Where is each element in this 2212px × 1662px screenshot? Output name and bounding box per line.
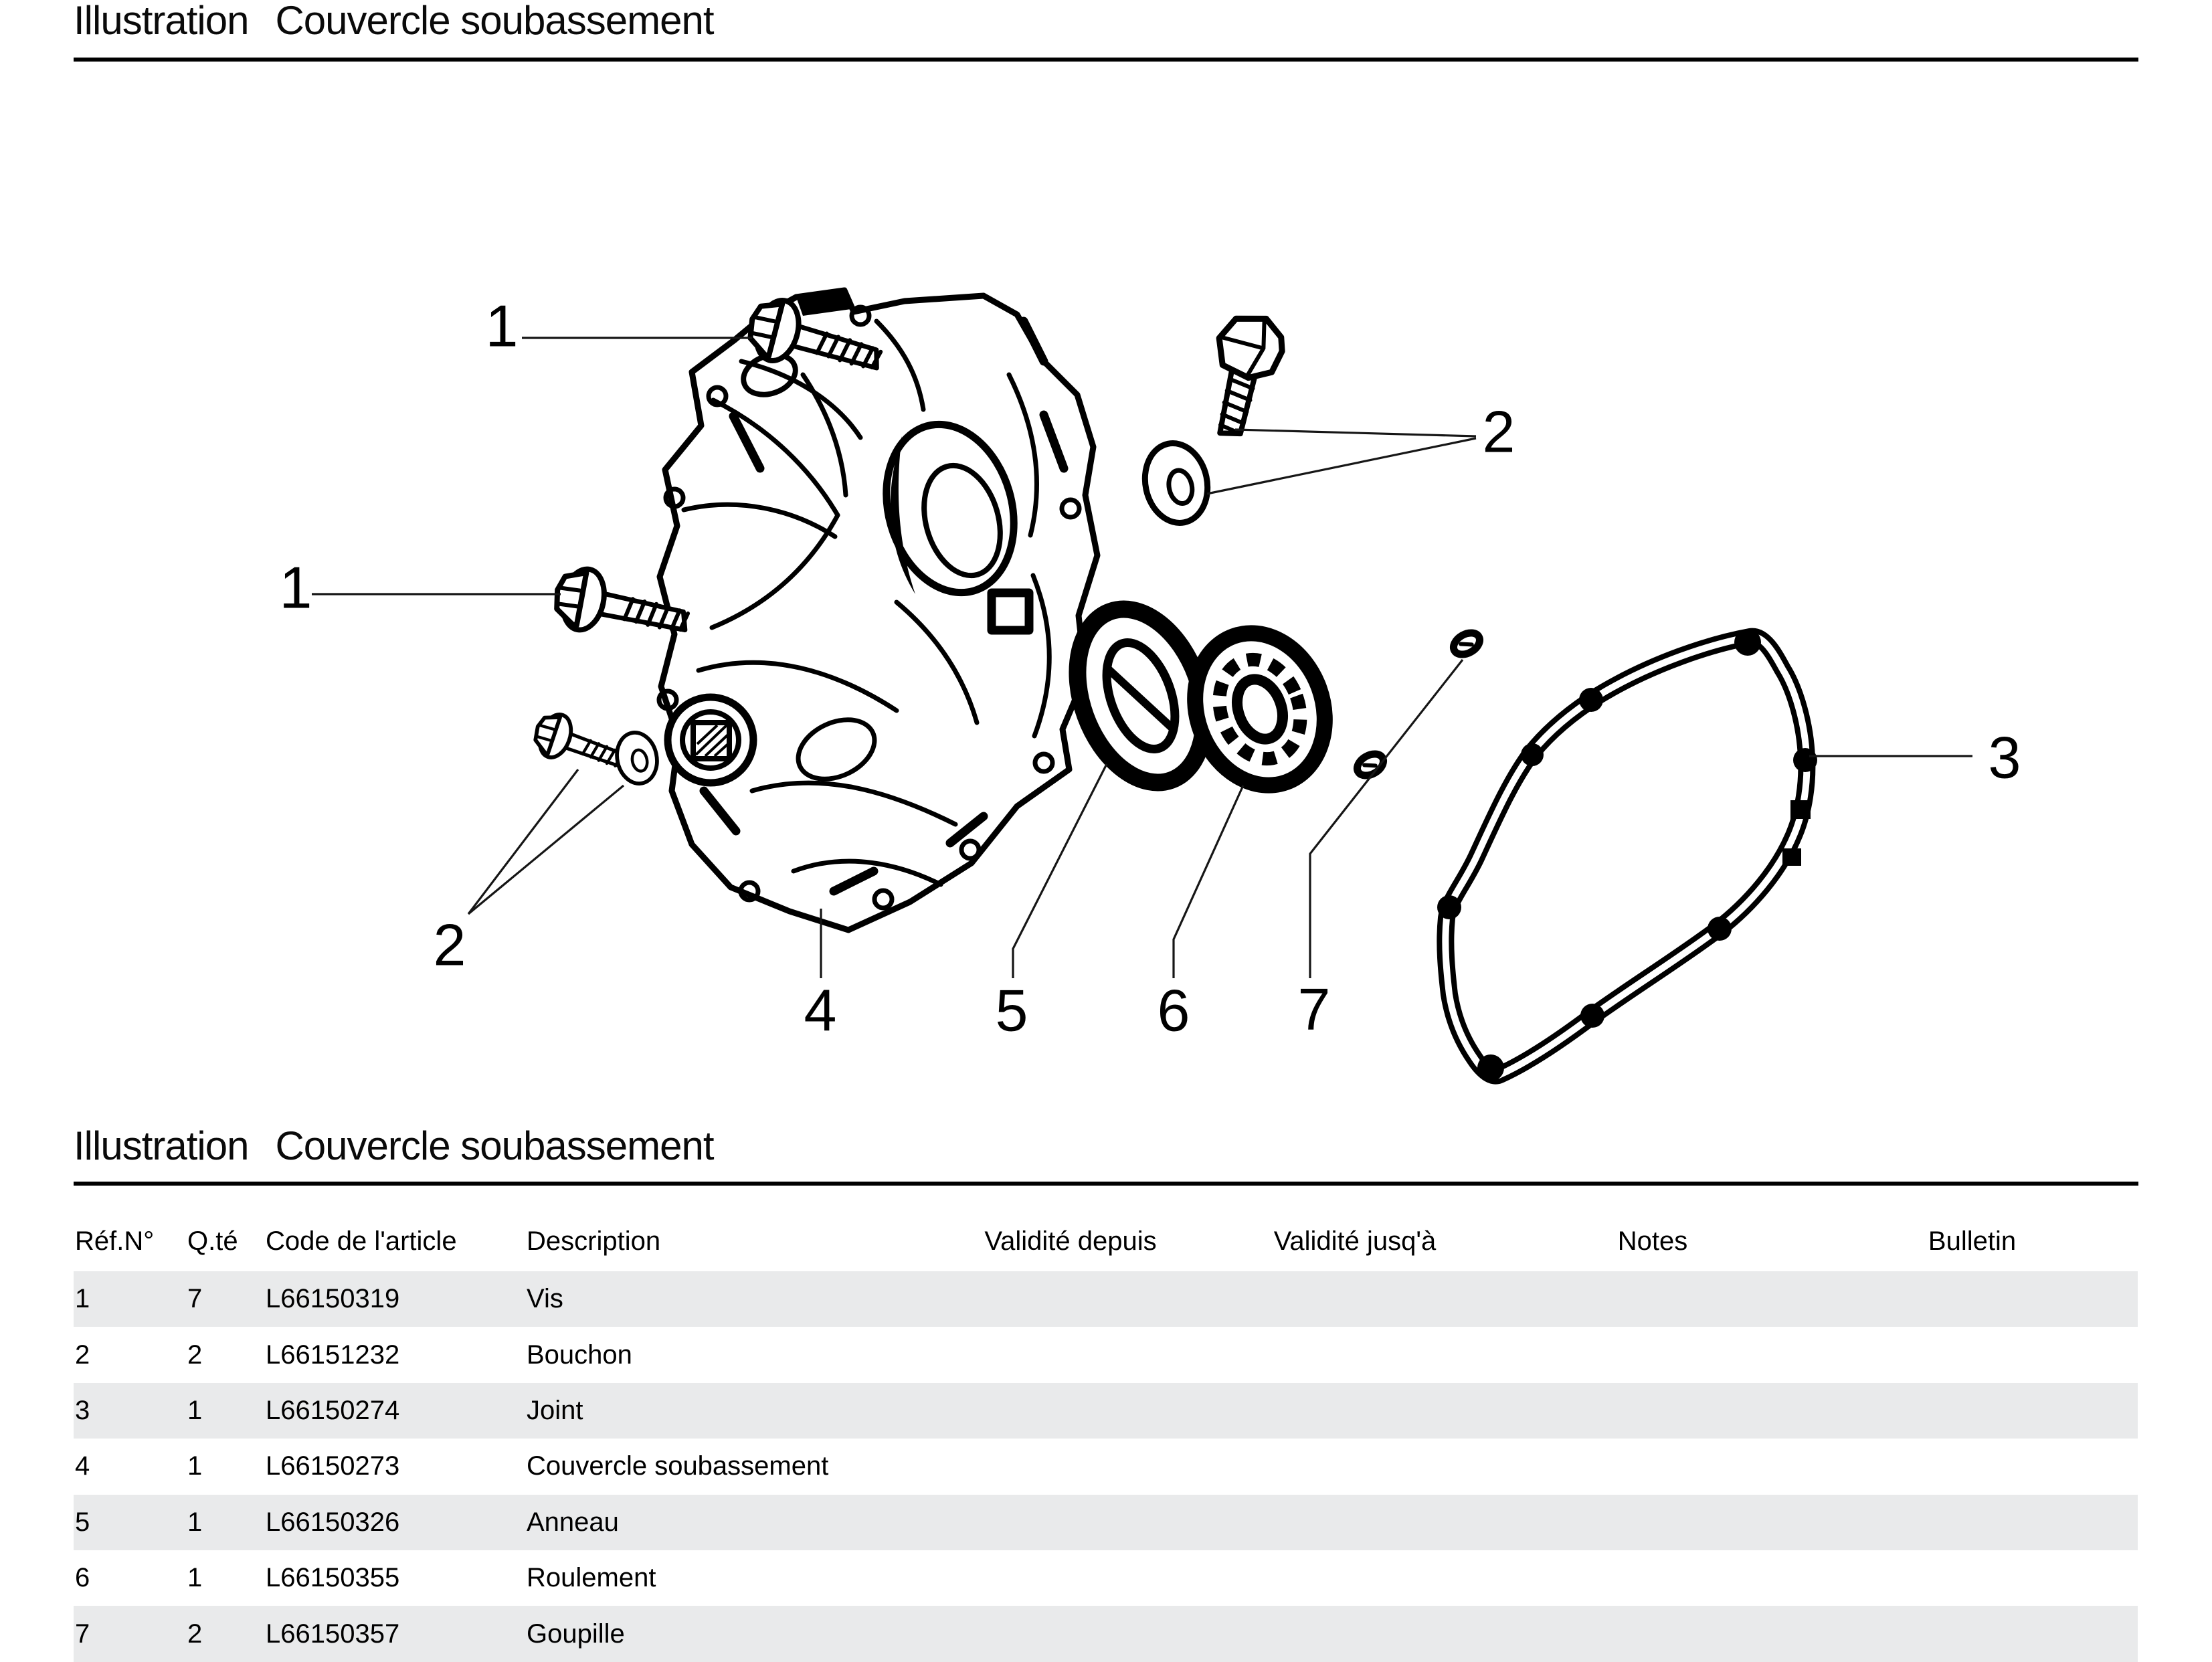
cell-ref: 2	[75, 1340, 90, 1370]
table-row	[74, 1495, 2138, 1550]
header-bulletin: Bulletin	[1928, 1226, 2017, 1256]
cell-description: Bouchon	[527, 1340, 632, 1370]
cell-description: Couvercle soubassement	[527, 1451, 829, 1481]
cell-description: Goupille	[527, 1619, 625, 1649]
callout-2-upper: 2	[1482, 398, 1515, 465]
cell-ref: 7	[75, 1619, 90, 1649]
cell-description: Joint	[527, 1395, 583, 1425]
cell-qty: 2	[187, 1619, 203, 1649]
header-validity-from: Validité depuis	[984, 1226, 1157, 1256]
callout-1-lower: 1	[279, 554, 312, 621]
pin-part-lower	[1354, 749, 1387, 779]
table-section-title	[74, 1123, 714, 1169]
callout-6: 6	[1157, 977, 1190, 1044]
table-row	[74, 1439, 2138, 1494]
header-qty: Q.té	[187, 1226, 238, 1256]
page-title-label: Illustration	[74, 0, 249, 43]
cell-ref: 3	[75, 1395, 90, 1425]
cell-description: Anneau	[527, 1507, 619, 1537]
cell-ref: 6	[75, 1563, 90, 1593]
callout-7: 7	[1297, 976, 1331, 1042]
cell-description: Roulement	[527, 1563, 656, 1593]
bearing-part	[1174, 615, 1346, 804]
plug-bolt	[1198, 309, 1288, 442]
header-validity-to: Validité jusq'à	[1273, 1226, 1437, 1256]
parts-table	[74, 1211, 2138, 1662]
header-code: Code de l'article	[266, 1226, 457, 1256]
cell-qty: 1	[187, 1451, 203, 1481]
callout-3: 3	[1988, 724, 2021, 791]
header-ref: Réf.N°	[75, 1226, 155, 1256]
cell-qty: 1	[187, 1563, 203, 1593]
cell-qty: 1	[187, 1395, 203, 1425]
header-notes: Notes	[1617, 1226, 1688, 1256]
gasket-part	[1437, 629, 1817, 1081]
table-section-title-name: Couvercle soubassement	[275, 1123, 714, 1168]
cell-code: L66150273	[266, 1451, 400, 1481]
cell-ref: 4	[75, 1451, 90, 1481]
cell-description: Vis	[527, 1284, 563, 1314]
callout-4: 4	[804, 977, 837, 1044]
table-row	[74, 1327, 2138, 1382]
cover-square-hole	[992, 593, 1029, 630]
table-row	[74, 1271, 2138, 1327]
cell-code: L66150319	[266, 1284, 400, 1314]
cell-ref: 1	[75, 1284, 90, 1314]
table-row	[74, 1383, 2138, 1439]
cover-part	[659, 290, 1097, 930]
cell-ref: 5	[75, 1507, 90, 1537]
table-divider	[74, 1182, 2138, 1186]
cell-code: L66151232	[266, 1340, 400, 1370]
plug-washer-upper	[1138, 438, 1215, 529]
cell-code: L66150274	[266, 1395, 400, 1425]
plug-washer-lower	[612, 729, 662, 787]
cell-code: L66150326	[266, 1507, 400, 1537]
page-title-name: Couvercle soubassement	[275, 0, 714, 43]
table-row	[74, 1606, 2138, 1661]
gasket-bolt-holes	[1437, 629, 1817, 1081]
cell-qty: 2	[187, 1340, 203, 1370]
cell-code: L66150355	[266, 1563, 400, 1593]
pin-part-upper	[1450, 628, 1483, 658]
table-header-row	[74, 1211, 2138, 1271]
callout-1-upper: 1	[485, 292, 519, 359]
callout-5: 5	[995, 977, 1028, 1044]
header-description: Description	[527, 1226, 661, 1256]
cell-code: L66150357	[266, 1619, 400, 1649]
callout-2-lower: 2	[433, 911, 466, 978]
table-row	[74, 1550, 2138, 1606]
cell-qty: 1	[187, 1507, 203, 1537]
table-section-title-label: Illustration	[74, 1123, 249, 1168]
cell-qty: 7	[187, 1284, 203, 1314]
